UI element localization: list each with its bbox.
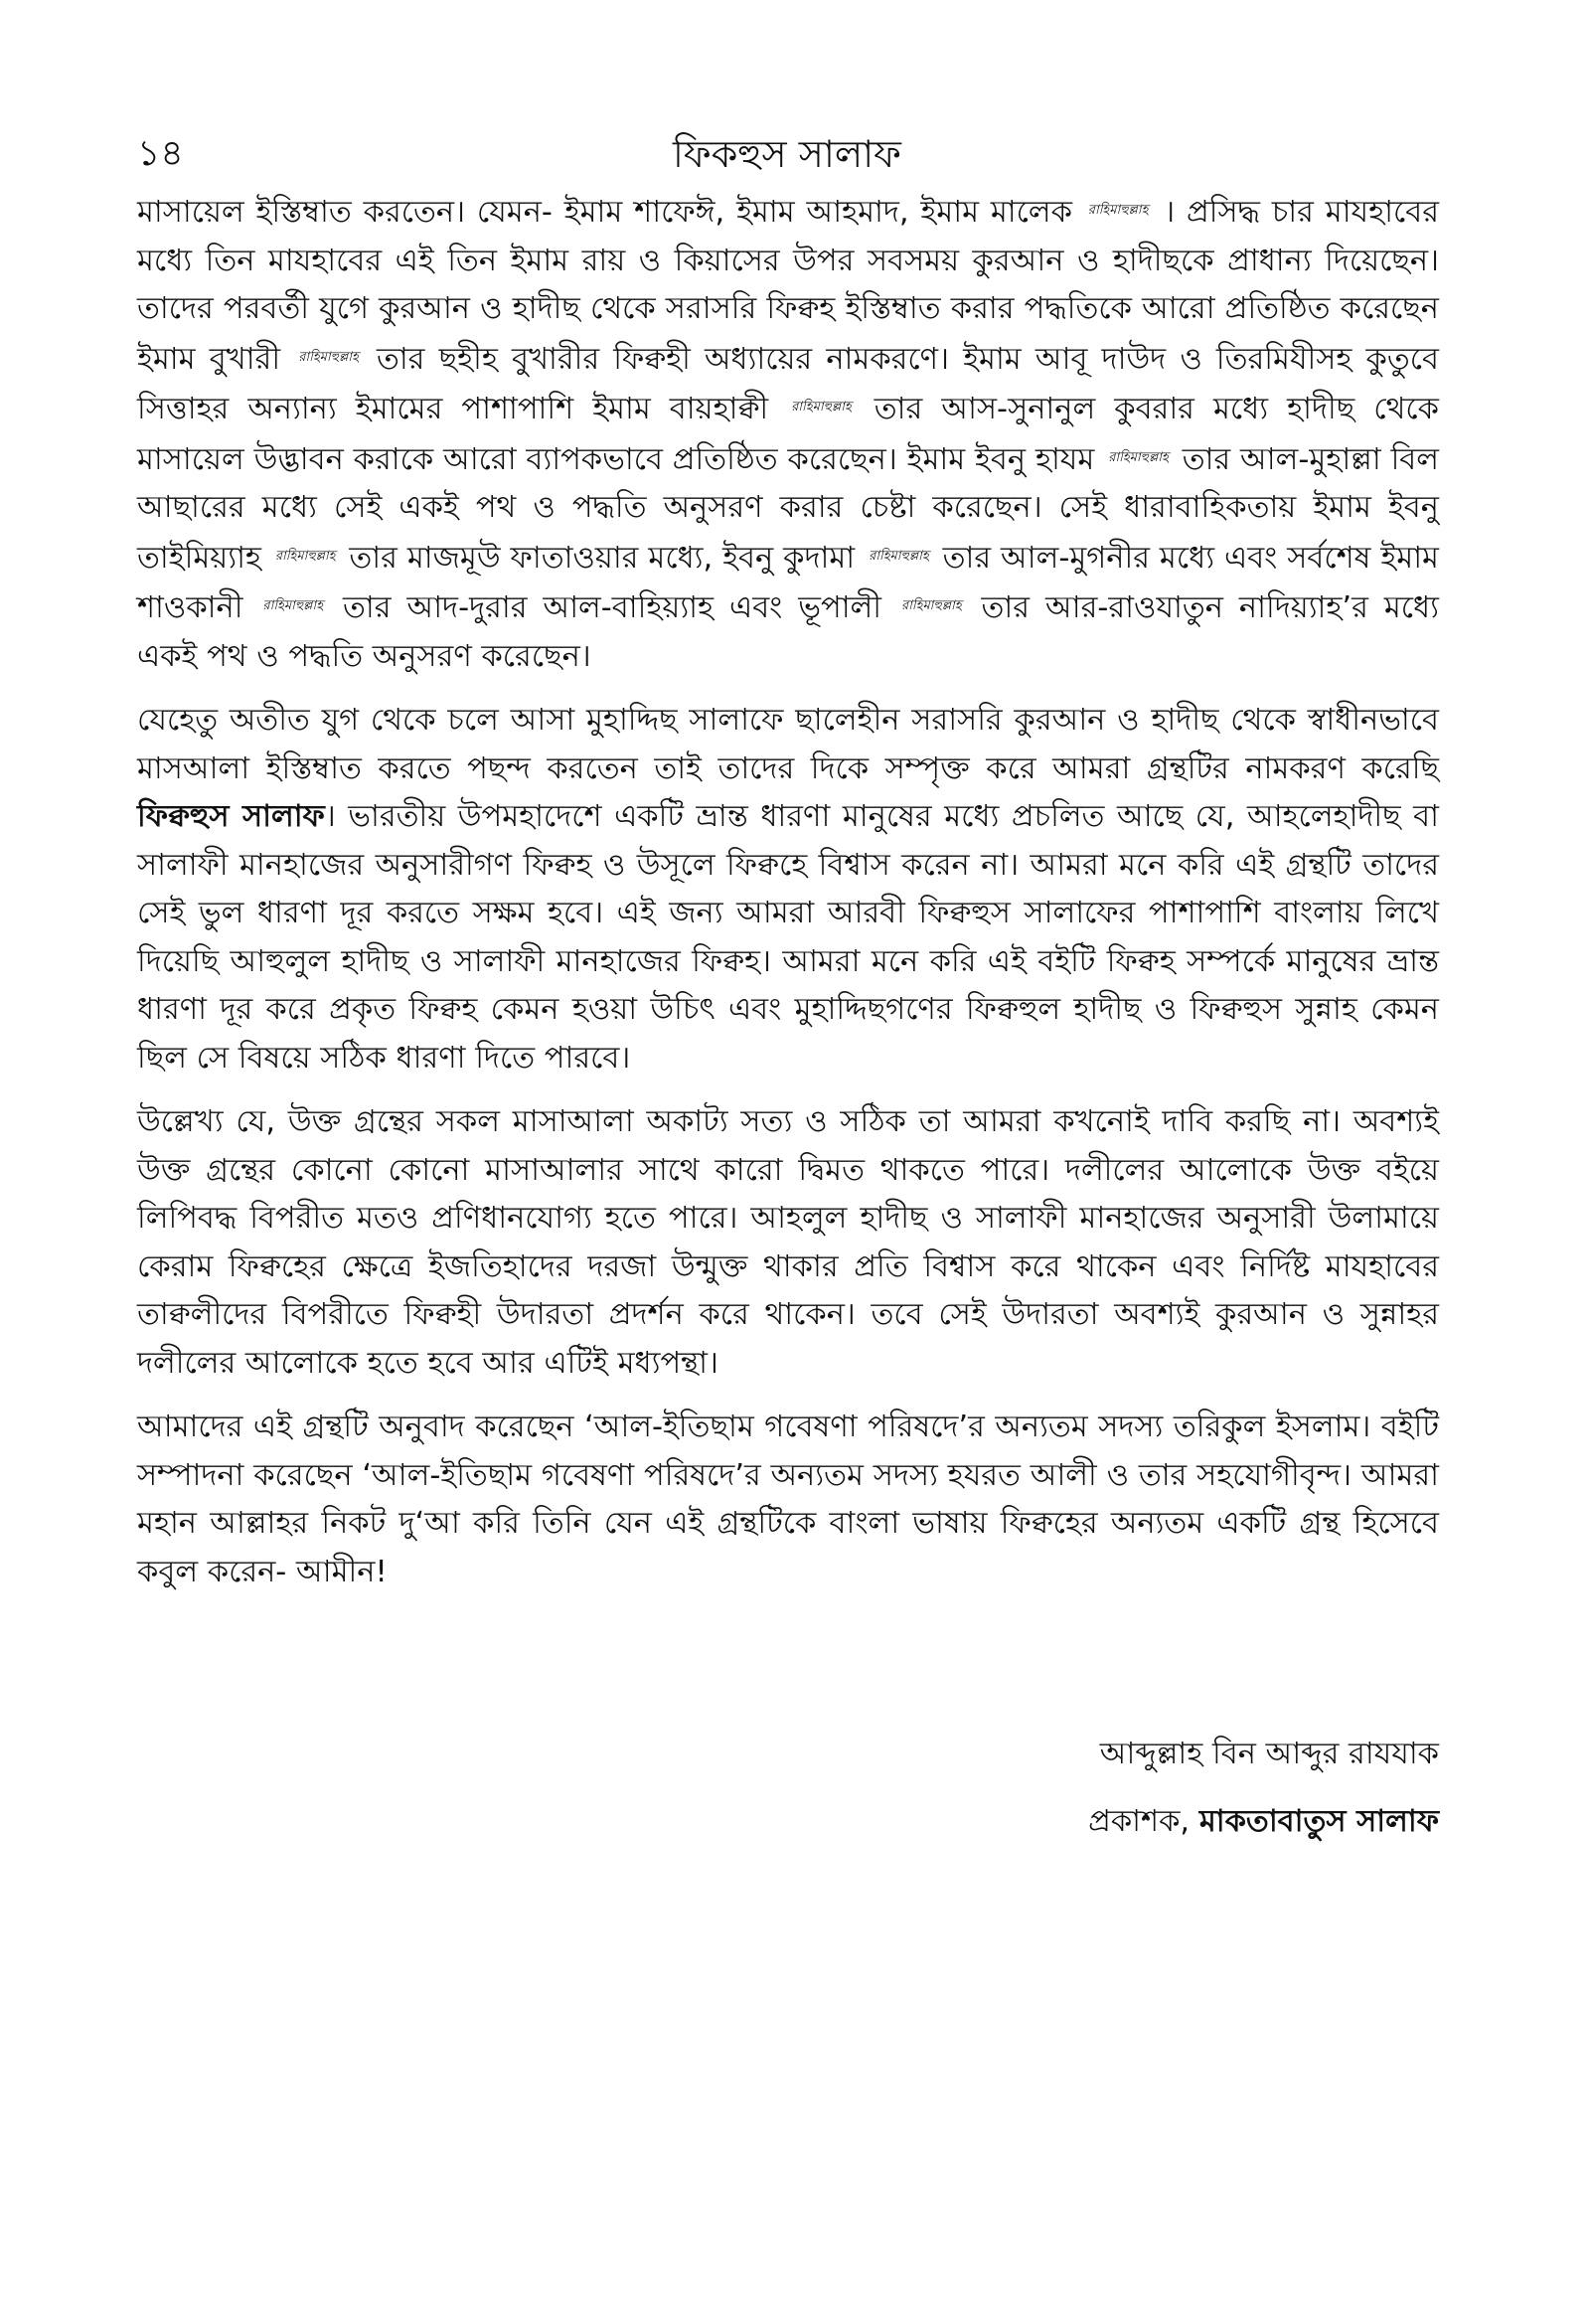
running-title: ফিকহুস সালাফ — [673, 132, 901, 176]
honorific-mark: রাহিমাহুল্লাহ — [1108, 449, 1169, 465]
text-run: মাসায়েল ইস্তিম্বাত করতেন। যেমন- ইমাম শাফেঈ, ইমাম আহমাদ, ইমাম মালেক — [137, 195, 1072, 230]
text-run: । ভারতীয় উপমহাদেশে একটি ভ্রান্ত ধারণা মানুষের মধ্যে প্রচলিত আছে যে, আহলেহাদীছ বা সালাফী মানহাজের অনুসারীগণ ফিক্বহ ও উসূলে ফিক্বহে বিশ্বাস করেন না। আমরা মনে করি এই গ্রন্থটি তাদের সেই ভুল ধারণা দূর করতে সক্ষম হবে। এই জন্য আমরা আরবী ফিক্বহুস সালাফের পাশাপাশি বাংলায় লিখে দিয়েছি আহুলুল হাদীছ ও সালাফী মানহাজের ফিক্বহ। আমরা মনে করি এই বইটি ফিক্বহ সম্পর্কে মানুষের ভ্রান্ত ধারণা দূর করে প্রকৃত ফিক্বহ কেমন হওয়া উচিৎ এবং মুহাদ্দিছগণের ফিক্বহুল হাদীছ ও ফিক্বহুস সুন্নাহ কেমন ছিল সে বিষয়ে সঠিক ধারণা দিতে পারবে। — [137, 799, 1439, 1076]
paragraph — [137, 697, 1439, 1082]
text-run: তার আল-মুহাল্লা বিল আছারের মধ্যে সেই একই পথ ও পদ্ধতি অনুসরণ করার চেষ্টা করেছেন। সেই ধারাবাহিকতায় ইমাম ইবনু তাইমিয়্যাহ — [137, 441, 1439, 576]
honorific-mark: রাহিমাহুল্লাহ — [262, 598, 324, 613]
text-run: তার ছহীহ বুখারীর ফিক্বহী অধ্যায়ের নামকরণে। ইমাম আবূ দাউদ ও তিরমিযীসহ কুতুবে সিত্তাহর অন্যান্য ইমামের পাশাপাশি ইমাম বায়হাক্বী — [137, 341, 1439, 426]
text-run: তার মাজমূউ ফাতাওয়ার মধ্যে, ইবনু কুদামা — [349, 540, 856, 576]
signature-name: আব্দুল্লাহ বিন আব্দুর রাযযাক — [1099, 1737, 1439, 1771]
paragraph — [137, 1404, 1439, 1596]
text-run: তার আর-রাওযাতুন নাদিয়্যাহ’র মধ্যে একই পথ ও পদ্ধতি অনুসরণ করেছেন। — [137, 590, 1439, 674]
paragraph — [137, 187, 1439, 681]
signature-publisher: মাকতাবাতুস সালাফ — [1198, 1804, 1439, 1839]
page-header — [137, 127, 1437, 187]
honorific-mark: রাহিমাহুল্লাহ — [869, 548, 929, 564]
page-number: ১৪ — [137, 133, 184, 174]
bold-text-run: ফিক্বহুস সালাফ — [137, 799, 325, 834]
body-text — [137, 187, 1439, 1612]
text-run: উল্লেখ্য যে, উক্ত গ্রন্থের সকল মাসাআলা অকাট্য সত্য ও সঠিক তা আমরা কখনোই দাবি করছি না। অবশ্যই উক্ত গ্রন্থের কোনো কোনো মাসাআলার সাথে কারো দ্বিমত থাকতে পারে। দলীলের আলোকে উক্ত বইয়ে লিপিবদ্ধ বিপরীত মতও প্রণিধানযোগ্য হতে পারে। আহলুল হাদীছ ও সালাফী মানহাজের অনুসারী উলামায়ে কেরাম ফিক্বহের ক্ষেত্রে ইজতিহাদের দরজা উন্মুক্ত থাকার প্রতি বিশ্বাস করে থাকেন এবং নির্দিষ্ট মাযহাবের তাক্বলীদের বিপরীতে ফিক্বহী উদারতা প্রদর্শন করে থাকেন। তবে সেই উদারতা অবশ্যই কুরআন ও সুন্নাহর দলীলের আলোকে হতে হবে আর এটিই মধ্যপন্থা। — [137, 1104, 1439, 1381]
signature-role — [1088, 1797, 1439, 1847]
text-run: আমাদের এই গ্রন্থটি অনুবাদ করেছেন ‘আল-ইতিছাম গবেষণা পরিষদে’র অন্যতম সদস্য তরিকুল ইসলাম। বইটি সম্পাদনা করেছেন ‘আল-ইতিছাম গবেষণা পরিষদে’র অন্যতম সদস্য হযরত আলী ও তার সহযোগীবৃন্দ। আমরা মহান আল্লাহর নিকট দু‘আ করি তিনি যেন এই গ্রন্থটিকে বাংলা ভাষায় ফিক্বহের অন্যতম একটি গ্রন্থ হিসেবে কবুল করেন- আমীন! — [137, 1410, 1439, 1589]
text-run: । প্রসিদ্ধ চার মাযহাবের মধ্যে তিন মাযহাবের এই তিন ইমাম রায় ও কিয়াসের উপর সবসময় কুরআন ও হাদীছকে প্রাধান্য দিয়েছেন। তাদের পরবর্তী যুগে কুরআন ও হাদীছ থেকে সরাসরি ফিক্বহ ইস্তিম্বাত করার পদ্ধতিকে আরো প্রতিষ্ঠিত করেছেন ইমাম বুখারী — [137, 195, 1439, 377]
text-run: তার আল-মুগনীর মধ্যে এবং সর্বশেষ ইমাম শাওকানী — [137, 540, 1439, 625]
honorific-mark: রাহিমাহুল্লাহ — [298, 349, 359, 365]
signature-role-prefix: প্রকাশক, — [1088, 1804, 1199, 1839]
paragraph — [137, 1098, 1439, 1388]
signature-block — [1088, 1730, 1439, 1865]
text-run: তার আস-সুনানুল কুবরার মধ্যে হাদীছ থেকে মাসায়েল উদ্ভাবন করাকে আরো ব্যাপকভাবে প্রতিষ্ঠিত করেছেন। ইমাম ইবনু হাযম — [137, 392, 1439, 477]
honorific-mark: রাহিমাহুল্লাহ — [900, 598, 962, 613]
honorific-mark: রাহিমাহুল্লাহ — [791, 400, 852, 415]
honorific-mark: রাহিমাহুল্লাহ — [1087, 203, 1149, 218]
text-run: যেহেতু অতীত যুগ থেকে চলে আসা মুহাদ্দিছ সালাফে ছালেহীন সরাসরি কুরআন ও হাদীছ থেকে স্বাধীনভাবে মাসআলা ইস্তিম্বাত করতে পছন্দ করতেন তাই তাদের দিকে সম্পৃক্ত করে আমরা গ্রন্থটির নামকরণ করেছি — [137, 703, 1439, 786]
honorific-mark: রাহিমাহুল্লাহ — [274, 548, 336, 564]
text-run: তার আদ-দুরার আল-বাহিয়্যাহ এবং ভূপালী — [343, 590, 881, 625]
